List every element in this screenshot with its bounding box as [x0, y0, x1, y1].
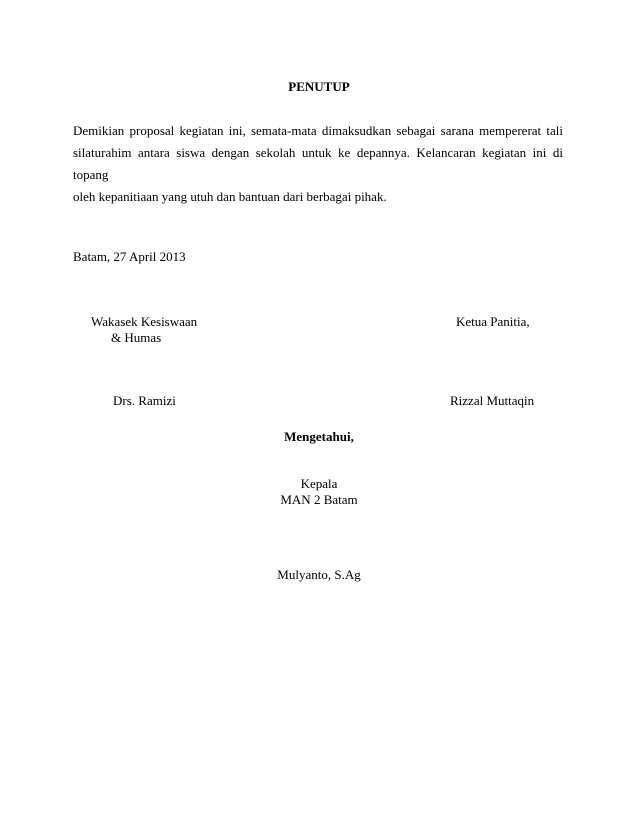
- page-heading: PENUTUP: [288, 79, 350, 94]
- right-signatory-name: Rizzal Muttaqin: [450, 393, 535, 408]
- paragraph-line: oleh kepanitiaan yang utuh dan bantuan dari berbagai pihak.: [73, 189, 387, 204]
- closing-paragraph: [73, 120, 563, 208]
- acknowledgement-label: Mengetahui,: [284, 429, 354, 444]
- acknowledgement-name: Mulyanto, S.Ag: [277, 567, 361, 582]
- paragraph-line: silaturahim antara siswa dengan sekolah untuk ke depannya. Kelancaran kegiatan ini di topang: [73, 145, 563, 182]
- paragraph-line: Demikian proposal kegiatan ini, semata-mata dimaksudkan sebagai sarana mempererat tali: [73, 123, 563, 138]
- place-date: Batam, 27 April 2013: [73, 249, 186, 264]
- left-signatory-name: Drs. Ramizi: [113, 393, 176, 408]
- acknowledgement-title: Kepala: [300, 476, 338, 491]
- acknowledgement-institution: MAN 2 Batam: [280, 492, 358, 507]
- left-signatory-title-2: & Humas: [111, 330, 162, 345]
- left-signatory-title: Wakasek Kesiswaan: [91, 314, 198, 329]
- right-signatory-title: Ketua Panitia,: [456, 314, 530, 329]
